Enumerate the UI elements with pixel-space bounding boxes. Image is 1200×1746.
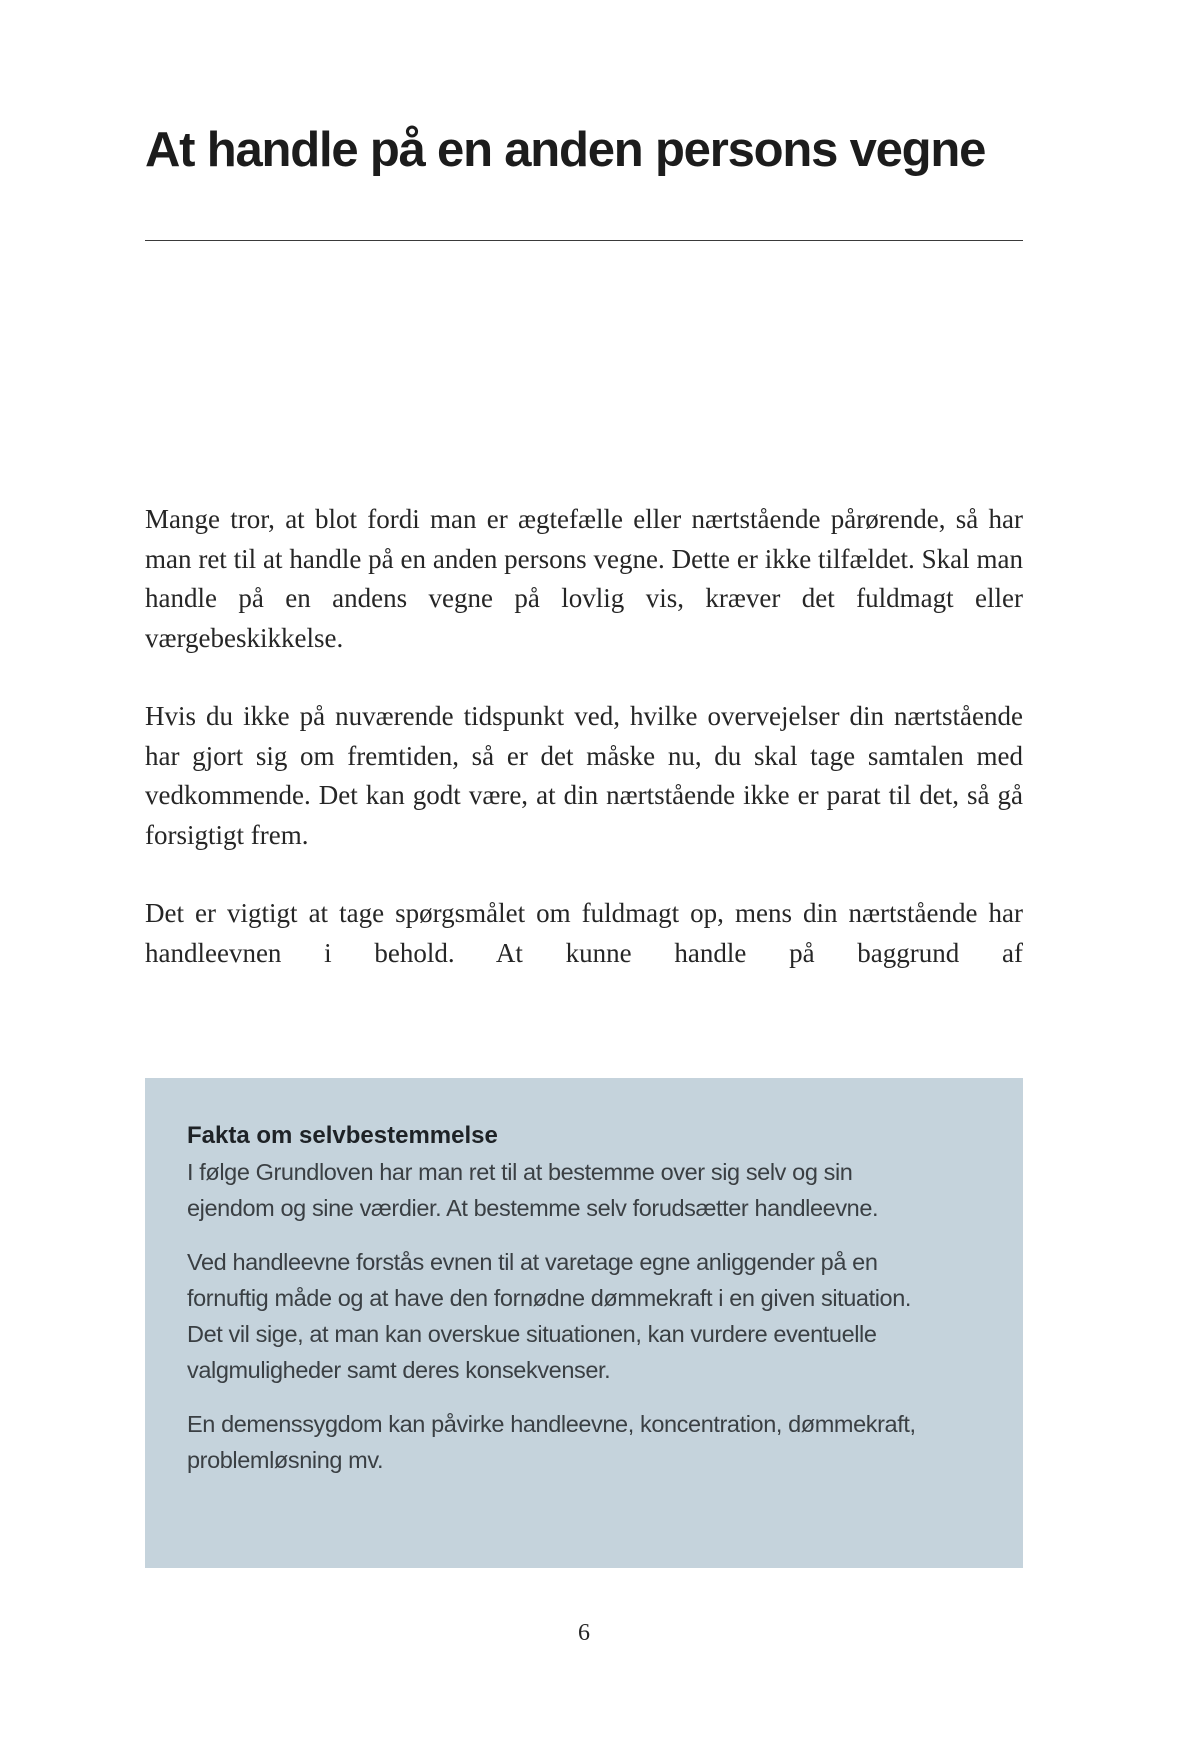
body-paragraph-1: Mange tror, at blot fordi man er ægtefælle eller nærtstående pårørende, så har man ret til at handle på en anden persons vegne. Dette er ikke tilfældet. Skal man handle på en andens vegne på lovlig vis, kræver det fuldmagt eller værgebeskikkelse. (145, 504, 1023, 653)
fact-box-title: Fakta om selvbestemmelse (187, 1122, 498, 1149)
body-paragraph-3: Det er vigtigt at tage spørgsmålet om fuldmagt op, mens din nærtstående har handleevnen i behold. At kunne handle på baggrund af (145, 898, 1023, 968)
title-divider (145, 240, 1023, 241)
body-paragraph-2: Hvis du ikke på nuværende tidspunkt ved, hvilke overvejelser din nærtstående har gjort sig om fremtiden, så er det måske nu, du skal tage samtalen med vedkommende. Det kan godt være, at din nærtstående ikke er parat til det, så gå forsigtigt frem. (145, 701, 1023, 850)
fact-box-paragraph-1: I følge Grundloven har man ret til at bestemme over sig selv og sin ejendom og sine værdier. At bestemme selv forudsætter handleevne. (187, 1159, 879, 1221)
fact-box (145, 1078, 1023, 1568)
fact-box-paragraph-3: En demenssygdom kan påvirke handleevne, koncentration, dømmekraft, problemløsning mv. (187, 1411, 916, 1473)
page-title: At handle på en anden persons vegne (145, 123, 986, 177)
body-text (145, 500, 1023, 973)
fact-box-paragraph-2: Ved handleevne forstås evnen til at varetage egne anliggender på en fornuftig måde og at have den fornødne dømmekraft i en given situation. Det vil sige, at man kan overskue situationen, kan vurdere eventuelle valgmuligheder samt deres konsekvenser. (187, 1249, 912, 1383)
page-number: 6 (578, 1620, 590, 1646)
